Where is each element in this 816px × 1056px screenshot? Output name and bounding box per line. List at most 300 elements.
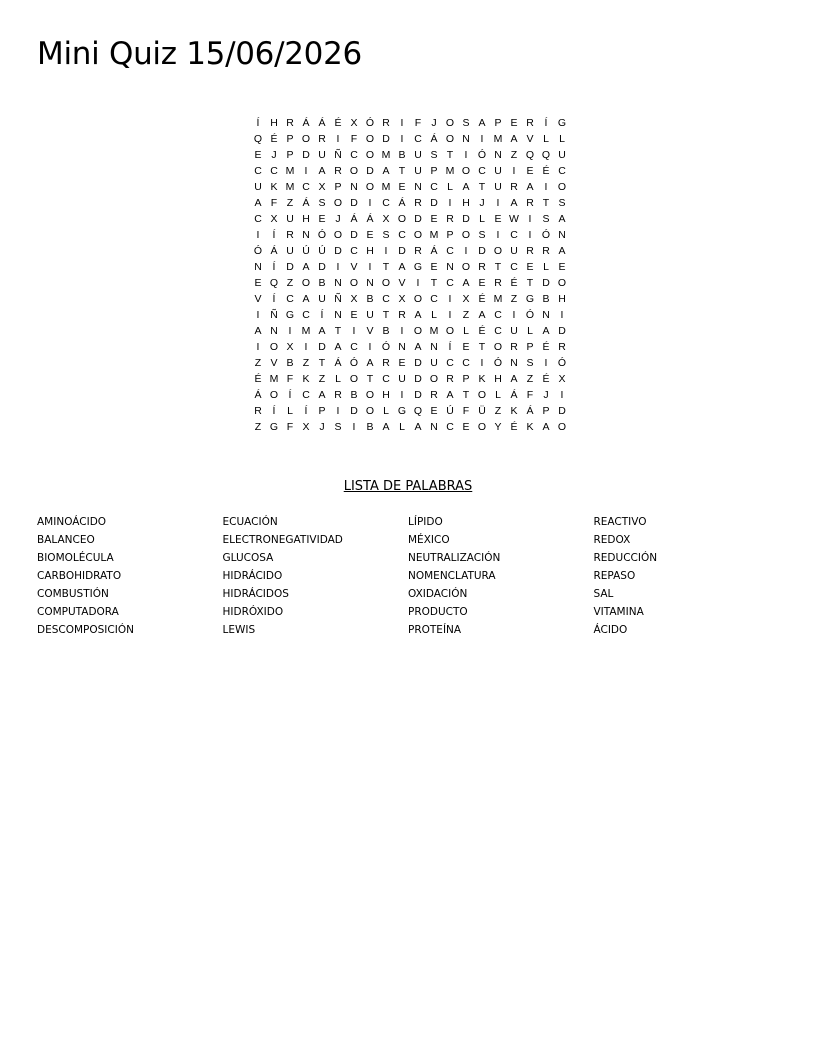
word-item: HIDRÁCIDOS	[222, 588, 289, 600]
grid-cell: A	[558, 245, 566, 257]
grid-cell: Á	[510, 389, 518, 401]
word-list-title: LISTA DE PALABRAS	[343, 479, 473, 494]
grid-row	[250, 227, 570, 243]
grid-cell: L	[431, 309, 437, 321]
grid-cell: R	[558, 341, 566, 353]
grid-cell: E	[510, 117, 518, 129]
grid-cell: T	[526, 277, 534, 289]
grid-cell: C	[350, 149, 358, 161]
grid-cell: Á	[334, 357, 342, 369]
grid-cell: I	[416, 277, 420, 289]
grid-cell: F	[270, 197, 278, 209]
grid-cell: J	[271, 149, 277, 161]
grid-cell: Á	[398, 197, 406, 209]
word-item: ÁCIDO	[593, 624, 628, 636]
grid-cell: K	[270, 181, 278, 193]
grid-cell: B	[542, 293, 550, 305]
word-item: BALANCEO	[37, 534, 95, 546]
grid-cell: M	[285, 181, 295, 193]
grid-cell: C	[302, 389, 310, 401]
grid-cell: S	[558, 197, 566, 209]
grid-cell: Í	[272, 261, 276, 273]
grid-cell: J	[335, 213, 341, 225]
grid-cell: N	[558, 229, 566, 241]
grid-cell: A	[510, 133, 518, 145]
grid-cell: T	[430, 277, 438, 289]
word-item: OXIDACIÓN	[408, 588, 468, 600]
grid-cell: O	[429, 373, 439, 385]
grid-cell: É	[270, 133, 278, 145]
grid-cell: R	[398, 309, 406, 321]
grid-cell: O	[557, 421, 567, 433]
word-item: VITAMINA	[593, 606, 644, 618]
grid-cell: L	[479, 213, 485, 225]
grid-cell: I	[448, 293, 452, 305]
grid-cell: D	[414, 357, 422, 369]
grid-cell: V	[350, 261, 358, 273]
grid-cell: I	[560, 309, 564, 321]
grid-cell: H	[302, 213, 310, 225]
grid-cell: A	[462, 277, 470, 289]
grid-cell: G	[557, 117, 567, 129]
grid-cell: N	[366, 277, 374, 289]
grid-cell: V	[366, 325, 374, 337]
grid-cell: I	[336, 133, 340, 145]
grid-cell: G	[269, 421, 279, 433]
grid-cell: A	[462, 181, 470, 193]
grid-cell: R	[446, 373, 454, 385]
grid-cell: A	[302, 261, 310, 273]
grid-cell: A	[542, 421, 550, 433]
grid-row	[250, 195, 570, 211]
grid-cell: I	[368, 261, 372, 273]
grid-cell: Q	[541, 149, 551, 161]
grid-cell: P	[446, 229, 454, 241]
grid-cell: D	[542, 277, 550, 289]
grid-cell: O	[381, 277, 391, 289]
grid-cell: S	[430, 149, 438, 161]
word-item: ELECTRONEGATIVIDAD	[222, 534, 343, 546]
grid-cell: A	[382, 165, 390, 177]
grid-cell: A	[542, 325, 550, 337]
grid-cell: R	[478, 261, 486, 273]
grid-cell: A	[414, 421, 422, 433]
grid-cell: L	[287, 405, 293, 417]
grid-cell: M	[429, 325, 439, 337]
grid-cell: M	[493, 133, 503, 145]
grid-cell: C	[446, 277, 454, 289]
grid-cell: N	[430, 421, 438, 433]
grid-row	[250, 243, 570, 259]
grid-cell: Ñ	[334, 293, 342, 305]
grid-cell: I	[352, 325, 356, 337]
grid-cell: I	[256, 309, 260, 321]
grid-cell: Í	[288, 389, 292, 401]
grid-cell: N	[462, 133, 470, 145]
grid-cell: É	[542, 165, 550, 177]
grid-cell: F	[414, 117, 422, 129]
grid-cell: H	[558, 293, 566, 305]
grid-cell: É	[510, 421, 518, 433]
grid-row	[250, 291, 570, 307]
word-item: LEWIS	[222, 624, 256, 636]
grid-cell: U	[510, 245, 518, 257]
word-item: LÍPIDO	[408, 516, 443, 528]
grid-cell: O	[269, 341, 279, 353]
grid-cell: É	[478, 293, 486, 305]
grid-cell: R	[334, 165, 342, 177]
grid-cell: B	[366, 421, 374, 433]
grid-cell: D	[318, 341, 326, 353]
grid-cell: A	[510, 197, 518, 209]
grid-cell: R	[382, 117, 390, 129]
grid-cell: N	[446, 261, 454, 273]
grid-cell: V	[398, 277, 406, 289]
grid-cell: O	[269, 389, 279, 401]
grid-cell: A	[382, 421, 390, 433]
grid-cell: Q	[253, 133, 263, 145]
grid-cell: A	[318, 325, 326, 337]
grid-cell: P	[494, 117, 502, 129]
grid-cell: E	[558, 261, 566, 273]
grid-row	[250, 387, 570, 403]
grid-cell: L	[495, 389, 501, 401]
word-item: DESCOMPOSICIÓN	[37, 624, 134, 636]
grid-cell: O	[477, 389, 487, 401]
word-item: CARBOHIDRATO	[37, 570, 122, 582]
grid-row	[250, 355, 570, 371]
grid-cell: P	[462, 373, 470, 385]
grid-cell: L	[559, 133, 565, 145]
grid-cell: A	[526, 181, 534, 193]
grid-cell: Ó	[557, 357, 567, 369]
grid-row	[250, 339, 570, 355]
grid-cell: E	[526, 165, 534, 177]
grid-cell: E	[398, 181, 406, 193]
grid-cell: A	[302, 293, 310, 305]
grid-cell: I	[256, 229, 260, 241]
grid-cell: E	[398, 357, 406, 369]
grid-cell: Ú	[446, 405, 454, 417]
grid-cell: I	[544, 181, 548, 193]
grid-cell: U	[398, 373, 406, 385]
word-column	[223, 513, 409, 639]
grid-cell: Z	[286, 277, 294, 289]
grid-cell: E	[462, 421, 470, 433]
grid-cell: D	[382, 133, 390, 145]
grid-cell: R	[382, 357, 390, 369]
grid-cell: C	[478, 165, 486, 177]
grid-cell: Ó	[317, 229, 327, 241]
grid-cell: I	[544, 357, 548, 369]
grid-cell: R	[414, 245, 422, 257]
grid-cell: Ó	[525, 309, 535, 321]
grid-cell: L	[399, 421, 405, 433]
grid-cell: C	[430, 181, 438, 193]
grid-cell: Á	[318, 117, 326, 129]
grid-cell: O	[557, 277, 567, 289]
grid-cell: O	[413, 229, 423, 241]
grid-cell: Ó	[381, 341, 391, 353]
grid-cell: É	[542, 373, 550, 385]
grid-cell: Ó	[365, 117, 375, 129]
page-title: Mini Quiz 15/06/2026	[37, 36, 362, 72]
grid-cell: M	[285, 165, 295, 177]
grid-cell: I	[480, 133, 484, 145]
word-item: COMBUSTIÓN	[37, 588, 109, 600]
grid-cell: I	[400, 389, 404, 401]
grid-cell: U	[558, 149, 566, 161]
grid-cell: J	[479, 197, 485, 209]
grid-cell: O	[493, 245, 503, 257]
grid-cell: O	[349, 277, 359, 289]
grid-cell: T	[318, 357, 326, 369]
grid-cell: O	[365, 133, 375, 145]
grid-cell: E	[366, 229, 374, 241]
grid-cell: T	[462, 389, 470, 401]
grid-cell: U	[414, 165, 422, 177]
grid-cell: I	[400, 325, 404, 337]
grid-cell: O	[301, 277, 311, 289]
grid-cell: E	[350, 309, 358, 321]
grid-cell: R	[542, 245, 550, 257]
grid-row	[250, 131, 570, 147]
grid-cell: M	[429, 229, 439, 241]
grid-cell: E	[462, 341, 470, 353]
grid-cell: F	[286, 373, 294, 385]
word-item: REPASO	[593, 570, 636, 582]
grid-cell: N	[270, 325, 278, 337]
grid-cell: N	[334, 309, 342, 321]
grid-cell: O	[413, 293, 423, 305]
grid-cell: R	[510, 181, 518, 193]
grid-cell: T	[334, 325, 342, 337]
grid-cell: X	[398, 293, 406, 305]
grid-cell: R	[254, 405, 262, 417]
grid-cell: D	[302, 149, 310, 161]
grid-cell: N	[254, 261, 262, 273]
grid-cell: W	[509, 213, 519, 225]
grid-cell: É	[254, 373, 262, 385]
grid-cell: C	[286, 293, 294, 305]
grid-cell: P	[334, 181, 342, 193]
grid-cell: Z	[318, 373, 326, 385]
grid-cell: B	[382, 325, 390, 337]
grid-cell: U	[318, 293, 326, 305]
grid-cell: K	[526, 421, 534, 433]
grid-cell: O	[349, 165, 359, 177]
grid-cell: I	[256, 341, 260, 353]
grid-cell: X	[286, 341, 294, 353]
grid-cell: T	[366, 373, 374, 385]
grid-cell: O	[365, 389, 375, 401]
grid-cell: Á	[366, 213, 374, 225]
word-list	[37, 513, 797, 639]
grid-cell: E	[494, 213, 502, 225]
grid-cell: A	[510, 373, 518, 385]
grid-cell: E	[254, 149, 262, 161]
grid-cell: C	[350, 245, 358, 257]
grid-cell: O	[365, 181, 375, 193]
grid-cell: D	[366, 165, 374, 177]
grid-cell: A	[478, 117, 486, 129]
grid-cell: I	[448, 197, 452, 209]
grid-cell: T	[398, 165, 406, 177]
grid-cell: I	[336, 261, 340, 273]
grid-cell: G	[413, 261, 423, 273]
word-item: ECUACIÓN	[222, 516, 278, 528]
grid-cell: O	[557, 181, 567, 193]
grid-cell: Ñ	[334, 149, 342, 161]
grid-cell: L	[463, 325, 469, 337]
grid-cell: S	[318, 197, 326, 209]
grid-cell: B	[286, 357, 294, 369]
grid-cell: R	[334, 389, 342, 401]
grid-cell: Ó	[349, 357, 359, 369]
grid-cell: E	[430, 213, 438, 225]
grid-cell: U	[286, 245, 294, 257]
grid-cell: X	[350, 293, 358, 305]
grid-cell: C	[494, 309, 502, 321]
grid-cell: O	[365, 149, 375, 161]
grid-cell: C	[446, 357, 454, 369]
grid-row	[250, 259, 570, 275]
grid-cell: F	[286, 421, 294, 433]
grid-cell: D	[462, 213, 470, 225]
grid-cell: G	[525, 293, 535, 305]
grid-cell: Ú	[318, 245, 326, 257]
grid-cell: Z	[254, 421, 262, 433]
grid-cell: O	[397, 213, 407, 225]
grid-cell: X	[558, 373, 566, 385]
grid-cell: I	[384, 245, 388, 257]
grid-cell: X	[462, 293, 470, 305]
word-item: NOMENCLATURA	[408, 570, 496, 582]
grid-cell: H	[366, 245, 374, 257]
grid-cell: Í	[448, 341, 452, 353]
grid-cell: S	[542, 213, 550, 225]
grid-cell: J	[431, 117, 437, 129]
grid-cell: P	[286, 149, 294, 161]
grid-cell: Z	[494, 405, 502, 417]
grid-row	[250, 371, 570, 387]
grid-cell: N	[414, 181, 422, 193]
grid-cell: D	[430, 197, 438, 209]
grid-cell: T	[446, 149, 454, 161]
grid-cell: O	[413, 325, 423, 337]
grid-cell: T	[542, 197, 550, 209]
grid-cell: A	[414, 309, 422, 321]
grid-cell: R	[286, 229, 294, 241]
grid-cell: Á	[270, 245, 278, 257]
grid-cell: S	[462, 117, 470, 129]
grid-cell: R	[430, 389, 438, 401]
grid-cell: R	[286, 117, 294, 129]
word-item: BIOMOLÉCULA	[37, 552, 114, 564]
grid-cell: Á	[430, 245, 438, 257]
grid-cell: V	[526, 133, 534, 145]
grid-cell: I	[528, 229, 532, 241]
grid-cell: D	[398, 245, 406, 257]
grid-row	[250, 419, 570, 435]
grid-cell: N	[430, 341, 438, 353]
word-column	[594, 513, 780, 639]
grid-cell: P	[526, 341, 534, 353]
grid-cell: I	[352, 421, 356, 433]
grid-cell: E	[526, 261, 534, 273]
grid-cell: F	[462, 405, 470, 417]
grid-cell: Á	[350, 213, 358, 225]
grid-cell: S	[382, 229, 390, 241]
grid-cell: Z	[302, 357, 310, 369]
grid-cell: Í	[272, 405, 276, 417]
grid-cell: Í	[544, 117, 548, 129]
grid-cell: I	[448, 309, 452, 321]
grid-cell: C	[254, 165, 262, 177]
grid-cell: C	[382, 293, 390, 305]
grid-cell: L	[447, 181, 453, 193]
word-item: GLUCOSA	[222, 552, 274, 564]
grid-cell: R	[526, 245, 534, 257]
grid-cell: D	[350, 405, 358, 417]
word-item: MÉXICO	[408, 534, 450, 546]
grid-cell: N	[542, 309, 550, 321]
grid-cell: Í	[304, 405, 308, 417]
grid-cell: C	[302, 309, 310, 321]
grid-cell: O	[445, 133, 455, 145]
grid-cell: V	[254, 293, 262, 305]
grid-cell: L	[527, 325, 533, 337]
grid-row	[250, 115, 570, 131]
grid-cell: L	[543, 133, 549, 145]
grid-cell: X	[318, 181, 326, 193]
grid-cell: N	[510, 357, 518, 369]
grid-cell: Ó	[541, 229, 551, 241]
grid-cell: R	[526, 117, 534, 129]
grid-cell: U	[414, 149, 422, 161]
grid-cell: C	[382, 373, 390, 385]
grid-cell: C	[350, 341, 358, 353]
grid-cell: É	[334, 117, 342, 129]
grid-cell: U	[254, 181, 262, 193]
grid-cell: A	[366, 357, 374, 369]
grid-cell: R	[494, 277, 502, 289]
grid-cell: Z	[462, 309, 470, 321]
grid-cell: H	[270, 117, 278, 129]
grid-row	[250, 403, 570, 419]
grid-cell: O	[301, 133, 311, 145]
grid-cell: Í	[320, 309, 324, 321]
grid-cell: C	[254, 213, 262, 225]
grid-cell: É	[510, 277, 518, 289]
grid-cell: I	[304, 165, 308, 177]
grid-cell: É	[542, 341, 550, 353]
grid-cell: L	[543, 261, 549, 273]
grid-cell: L	[383, 405, 389, 417]
grid-cell: E	[318, 213, 326, 225]
word-item: AMINOÁCIDO	[37, 516, 107, 528]
grid-cell: O	[477, 421, 487, 433]
grid-cell: I	[464, 245, 468, 257]
word-item: HIDRÓXIDO	[222, 606, 284, 618]
grid-cell: C	[414, 133, 422, 145]
grid-cell: Á	[302, 197, 310, 209]
grid-cell: O	[445, 325, 455, 337]
grid-cell: T	[494, 261, 502, 273]
grid-cell: D	[558, 405, 566, 417]
grid-cell: C	[510, 261, 518, 273]
grid-cell: U	[494, 165, 502, 177]
